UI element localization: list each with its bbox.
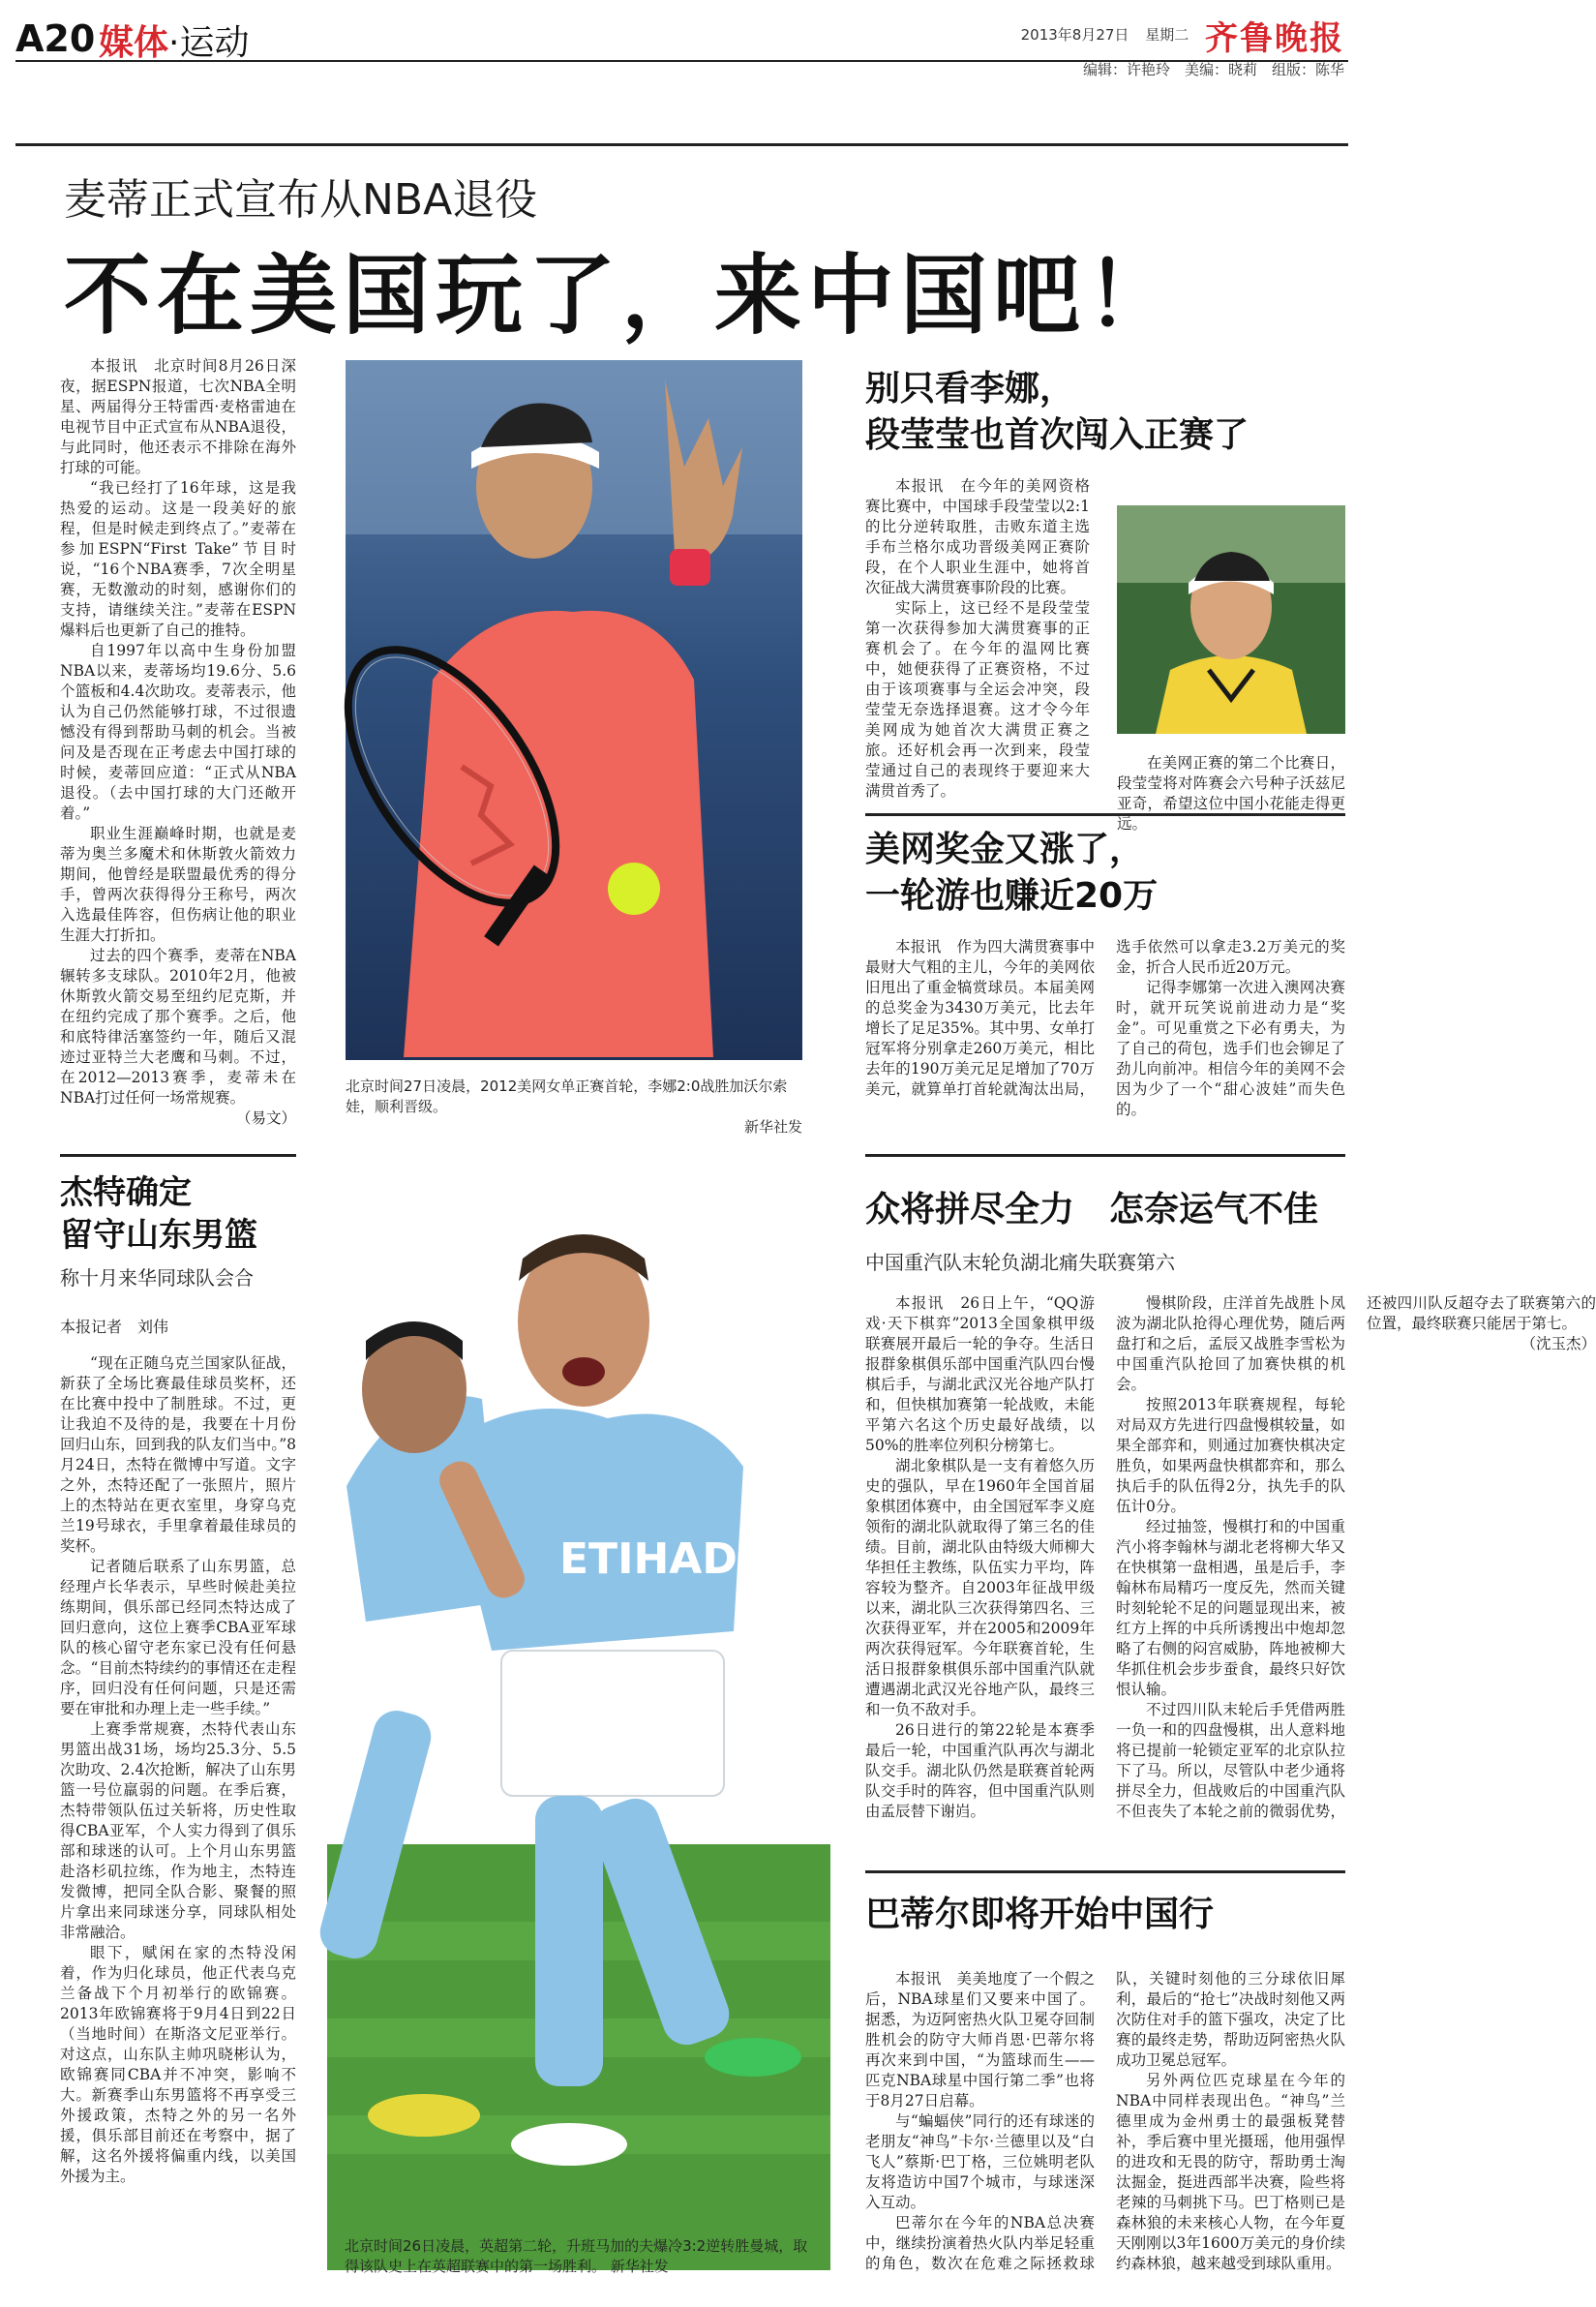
tennis-player-illustration xyxy=(346,360,802,1060)
duan-headline-line1: 别只看李娜， xyxy=(865,369,1075,409)
jiete-headline-line1: 杰特确定 xyxy=(60,1173,192,1212)
lead-paragraph: 过去的四个赛季，麦蒂在NBA辗转多支球队。2010年2月，他被休斯敦火箭交易至纽约尼克斯，并在纽约完成了那个赛季。之后，他和底特律活塞签约一年，随后又混迹过亚特兰大老鹰和马刺。不过，在2012—2013赛季，麦蒂未在NBA打过任何一场常规赛。 xyxy=(60,947,296,1107)
section-title xyxy=(99,15,249,65)
battier-paragraph: 与“蝙蝠侠”同行的还有球迷的老朋友“神鸟”卡尔·兰德里以及“白飞人”蔡斯·巴丁格，三位姚明老队友将造访中国7个城市，与球迷深入互动。 xyxy=(865,2112,1095,2211)
chess-signature: （沈玉杰） xyxy=(1521,1335,1596,1352)
duan-portrait xyxy=(1117,505,1345,734)
duan-paragraph: 本报讯 在今年的美网资格赛比赛中，中国球手段莹莹以2:1的比分逆转取胜，击败东道主选手布兰格尔成功晋级美网正赛阶段，在个人职业生涯中，她将首次征战大满贯赛事阶段的比赛。 xyxy=(865,477,1090,596)
chess-paragraph: 本报讯 26日上午，“QQ游戏·天下棋弈”2013全国象棋甲级联赛展开最后一轮的争夺。生活日报群象棋俱乐部中国重汽队四台慢棋后手，与湖北武汉光谷地产队打和，但快棋加赛第一轮战败，未能平第六名这个历史最好战绩，以50%的胜率位列积分榜第七。 xyxy=(865,1294,1095,1454)
jiete-byline: 本报记者 刘伟 xyxy=(60,1318,169,1336)
prize-body xyxy=(865,937,1345,1140)
li-na-photo xyxy=(346,360,802,1060)
photo-credit: 新华社发 xyxy=(743,1118,802,1136)
soccer-photo xyxy=(327,1167,830,2270)
soccer-caption xyxy=(345,2236,819,2277)
jiete-headline-line2: 留守山东男篮 xyxy=(60,1216,257,1255)
portrait-illustration xyxy=(1117,505,1345,734)
lead-paragraph: 自1997年以高中生身份加盟NBA以来，麦蒂场均19.6分、5.6个篮板和4.4次助攻。麦蒂表示，他认为自己仍然能够打球，不过很遗憾没有得到帮助马刺的机会。当被问及是否现在正考虑去中国打球的时候，麦蒂回应道：“正式从NBA退役。（去中国打球的大门还敞开着。” xyxy=(60,642,296,822)
lead-kicker: 麦蒂正式宣布从NBA退役 xyxy=(64,175,538,225)
chess-body xyxy=(865,1293,1596,1849)
lead-paragraph: 本报讯 北京时间8月26日深夜，据ESPN报道，七次NBA全明星、两届得分王特雷西·麦格雷迪在电视节目中正式宣布从NBA退役，与此同时，他还表示不排除在海外打球的可能。 xyxy=(60,357,296,476)
subsection-name: ·运动 xyxy=(168,23,250,63)
battier-paragraph: 另外两位匹克球星在今年的NBA中同样表现出色。“神鸟”兰德里成为金州勇士的最强板凳替补，季后赛中里光摄瑶，他用强悍的进攻和无畏的防守，帮助勇士淘汰掘金，挺进西部半决赛，险些将老辣的马刺挑下马。巴丁格则已是森林狼的未来核心人物，在今年夏天刚刚以3年1600万美元的身价续约森林狼，越来越受到球队重用。 xyxy=(1116,2072,1345,2272)
battier-paragraph: 本报讯 美美地度了一个假之后，NBA球星们又要来中国了。据悉，为迈阿密热火队卫冕夺回制胜机会的防守大师肖恩·巴蒂尔将再次来到中国，“为篮球而生——匹克NBA球星中国行第二季”也将于8月27日启幕。 xyxy=(865,1970,1095,2110)
lead-body xyxy=(60,356,296,1131)
photo-caption-text: 北京时间27日凌晨，2012美网女单正赛首轮，李娜2:0战胜加沃尔索娃，顺利晋级。 xyxy=(346,1078,788,1115)
lead-headline: 不在美国玩了，来中国吧！ xyxy=(64,245,1179,347)
section-divider xyxy=(865,1154,1345,1157)
issue-date: 2013年8月27日 xyxy=(1020,26,1129,44)
chess-subtitle: 中国重汽队末轮负湖北痛失联赛第六 xyxy=(865,1251,1175,1274)
chess-paragraph: 湖北象棋队是一支有着悠久历史的强队，早在1960年全国首届象棋团体赛中，由全国冠军李义庭领衔的湖北队就取得了第三名的佳绩。目前，湖北队由特级大师柳大华担任主教练，队伍实力平均，阵容较为整齐。自2003年征战甲级以来，湖北队三次获得第四名、三次获得亚军，并在2005和2009年两次获得冠军。今年联赛首轮，生活日报群象棋俱乐部中国重汽队就遭遇湖北武汉光谷地产队，最终三和一负不敌对手。 xyxy=(865,1457,1095,1718)
jiete-headline xyxy=(60,1171,257,1257)
duan-body xyxy=(865,476,1090,800)
editor-credits: 编辑：许艳玲 美编：晓莉 组版：陈华 xyxy=(1082,61,1344,78)
duan-headline xyxy=(865,366,1249,459)
battier-paragraph: 巴蒂尔在今年的NBA总决赛中，继续扮演着热火队内举足轻重的角色，数次在危难之际拯救球队，关键时刻他的三分球依旧犀利，最后的“抢七”决战时刻他又两次防住对手的篮下强攻，决定了比赛的最终走势，帮助迈阿密热火队成功卫冕总冠军。 xyxy=(865,1970,1345,2272)
page-number: A20 xyxy=(15,17,96,60)
chess-paragraph: 经过抽签，慢棋打和的中国重汽小将李翰林与湖北老将柳大华又在快棋第一盘相遇，虽是后手，李翰林布局精巧一度反先，然而关键时刻轮轮不足的问题显现出来，被红方上挥的中兵所诱搜出中炮却忽略了右侧的闷宫威胁，阵地被柳大华抓住机会步步蚕食，最终只好饮恨认输。 xyxy=(1116,1518,1345,1698)
prize-paragraph: 记得李娜第一次进入澳网决赛时，就开玩笑说前进动力是“奖金”。可见重赏之下必有勇夫，为了自己的荷包，选手们也会铆足了劲儿向前冲。相信今年的美网不会因为少了一个“甜心波娃”而失色的。 xyxy=(1116,979,1345,1118)
jiete-body xyxy=(60,1353,296,2283)
lead-paragraph: “我已经打了16年球，这是我热爱的运动。这是一段美好的旅程，但是时候走到终点了。”麦蒂在参加ESPN“First Take”节目时说，“16个NBA赛季，7次全明星赛，无数激动的时刻，感谢你们的支持，请继续关注。”麦蒂在ESPN爆料后也更新了自己的推特。 xyxy=(60,479,296,639)
jiete-paragraph: 记者随后联系了山东男篮，总经理卢长华表示，早些时候赴美拉练期间，俱乐部已经同杰特达成了回归意向，这位上赛季CBA亚军球队的核心留守老东家已没有任何悬念。“目前杰特续约的事情还在走程序，回归没有任何问题，只是还需要在审批和办理上走一些手续。” xyxy=(60,1558,296,1717)
chess-headline: 众将拼尽全力 怎奈运气不佳 xyxy=(865,1190,1319,1229)
duan-headline-line2: 段莹莹也首次闯入正赛了 xyxy=(865,415,1250,455)
soccer-players-illustration xyxy=(327,1167,830,2270)
jiete-paragraph: 眼下，赋闲在家的杰特没闲着，作为归化球员，他正代表乌克兰备战下个月初举行的欧锦赛。2013年欧锦赛将于9月4日到22日（当地时间）在斯洛文尼亚举行。对这点，山东队主帅巩晓彬认为，欧锦赛同CBA并不冲突，影响不大。新赛季山东男篮将不再享受三外援政策，杰特之外的另一名外援，俱乐部目前还在考察中，据了解，这名外援将偏重内线，以美国外援为主。 xyxy=(60,1944,296,2185)
section-divider xyxy=(865,1870,1345,1873)
battier-body xyxy=(865,1969,1345,2294)
prize-headline-line2: 一轮游也赚近20万 xyxy=(865,876,1159,916)
jiete-subtitle: 称十月来华同球队会合 xyxy=(60,1266,254,1290)
newspaper-logo: 齐鲁晚报 xyxy=(1205,19,1344,58)
chess-paragraph: 按照2013年联赛规程，每轮对局双方先进行四盘慢棋较量，如果全部弈和，则通过加赛快棋决定胜负，如果两盘快棋都弈和，那么执后手的队伍得2分，执先手的队伍计0分。 xyxy=(1116,1396,1345,1515)
masthead-info xyxy=(1021,12,1344,80)
masthead-rule xyxy=(15,60,1348,62)
prize-headline-line1: 美网奖金又涨了， xyxy=(865,830,1145,869)
prize-headline xyxy=(865,827,1158,920)
issue-weekday: 星期二 xyxy=(1145,26,1189,44)
chess-paragraph: 慢棋阶段，庄洋首先战胜卜凤波为湖北队抢得心理优势，随后两盘打和之后，孟辰又战胜李雪松为中国重汽队抢回了加赛快棋的机会。 xyxy=(1116,1294,1345,1393)
li-na-caption xyxy=(346,1077,802,1138)
duan-body-end xyxy=(1117,753,1345,835)
lead-paragraph: 职业生涯巅峰时期，也就是麦蒂为奥兰多魔术和休斯敦火箭效力期间，他曾经是联盟最优秀的得分手，曾两次获得得分王称号，两次入选最佳阵容，但伤病让他的职业生涯大打折扣。 xyxy=(60,825,296,944)
section-name: 媒体 xyxy=(99,23,169,63)
chess-paragraph: 不过四川队末轮后手凭借两胜一负一和的四盘慢棋，出人意料地将已提前一轮锁定亚军的北京队拉下了马。所以，尽管队中老少通将拼尽全力，但战败后的中国重汽队不但丧失了本轮之前的微弱优势，还被四川队反超夺去了联赛第六的位置，最终联赛只能居于第七。 xyxy=(1116,1294,1596,1820)
prize-paragraph: 本报讯 作为四大满贯赛事中最财大气粗的主儿，今年的美网依旧甩出了重金犒赏球员。本届美网的总奖金为3430万美元，比去年增长了足足35%。其中男、女单打冠军将分别拿走260万美元，相比去年的190万美元足足增加了70万美元，就算单打首轮就淘汰出局，选手依然可以拿走3.2万美元的奖金，折合人民币近20万元。 xyxy=(865,938,1345,1098)
duan-paragraph: 实际上，这已经不是段莹莹第一次获得参加大满贯赛事的正赛机会了。在今年的温网比赛中，她便获得了正赛资格，不过由于该项赛事与全运会冲突，段莹莹无奈选择退赛。这才令今年美网成为她首次大满贯正赛之旅。还好机会再一次到来，段莹莹通过自己的表现终于要迎来大满贯首秀了。 xyxy=(865,599,1090,800)
chess-paragraph: 26日进行的第22轮是本赛季最后一轮，中国重汽队再次与湖北队交手。湖北队仍然是联赛首轮两队交手时的阵容，但中国重汽队则由孟辰替下谢岿。 xyxy=(865,1721,1095,1820)
top-rule xyxy=(15,143,1348,146)
duan-paragraph: 在美网正赛的第二个比赛日，段莹莹将对阵赛会六号种子沃兹尼亚奇，希望这位中国小花能走得更远。 xyxy=(1117,754,1345,833)
section-divider xyxy=(865,813,1345,816)
svg-text:ETIHAD: ETIHAD xyxy=(559,1534,738,1584)
photo-caption-text: 北京时间26日凌晨，英超第二轮，升班马加的夫爆冷3:2逆转胜曼城，取得该队史上在英超联赛中的第一场胜利。 xyxy=(345,2237,808,2275)
lead-signature: （易文） xyxy=(235,1109,296,1127)
jiete-paragraph: 上赛季常规赛，杰特代表山东男篮出战31场，场均25.3分、5.5次助攻、2.4次抢断，解决了山东男篮一号位羸弱的问题。在季后赛，杰特带领队伍过关斩将，历史性取得CBA亚军，个人实力得到了俱乐部和球迷的认可。上个月山东男篮赴洛杉矶拉练，作为地主，杰特连发微博，把同全队合影、聚餐的照片拿出来同球迷分享，同球队相处非常融洽。 xyxy=(60,1720,296,1941)
jiete-paragraph: “现在正随乌克兰国家队征战，新获了全场比赛最佳球员奖杯，还在比赛中投中了制胜球。不过，更让我迫不及待的是，我要在十月份回归山东，回到我的队友们当中。”8月24日，杰特在微博中写道。文字之外，杰特还配了一张照片，照片上的杰特站在更衣室里，身穿乌克兰19号球衣，手里拿着最佳球员的奖杯。 xyxy=(60,1354,296,1555)
battier-headline: 巴蒂尔即将开始中国行 xyxy=(865,1895,1215,1934)
section-divider xyxy=(60,1154,296,1157)
photo-credit: 新华社发 xyxy=(610,2258,669,2275)
